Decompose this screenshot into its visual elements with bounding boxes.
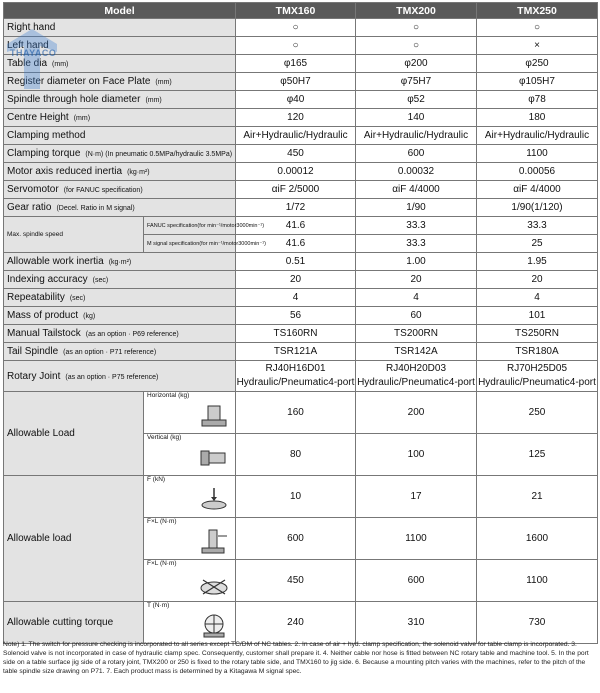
row-label: [4, 181, 236, 199]
watermark-text: THAYACO: [10, 48, 57, 58]
value-cell: 450: [236, 560, 356, 602]
value-cell: 1.00: [356, 253, 477, 271]
row-label-text: Register diameter on Face Plate: [7, 76, 151, 87]
row-label-text: Clamping torque: [7, 148, 81, 159]
value-cell: 0.00056: [477, 163, 598, 181]
value-cell: φ78: [477, 91, 598, 109]
row-label: [4, 91, 236, 109]
value-cell: 33.3: [356, 217, 477, 235]
row-label: [4, 73, 236, 91]
spec-row: [4, 307, 598, 325]
value-cell: 4: [356, 289, 477, 307]
axial-force-icon: [199, 488, 229, 512]
value-cell: 1.95: [477, 253, 598, 271]
spec-row: [4, 145, 598, 163]
value-cell: 20: [477, 271, 598, 289]
row-label: [4, 199, 236, 217]
row-label: [4, 325, 236, 343]
spec-row: [4, 163, 598, 181]
row-unit: (Decel. Ratio in M signal): [56, 205, 135, 212]
row-label: [4, 127, 236, 145]
value-cell: 21: [477, 476, 598, 518]
row-label-text: Right hand: [7, 22, 56, 33]
row-label-text: Spindle through hole diameter: [7, 94, 141, 105]
row-unit: (as an option · P71 reference): [63, 349, 157, 356]
value-cell: 1100: [356, 518, 477, 560]
load-sub-label: Vertical: [147, 434, 169, 441]
value-cell: TS250RN: [477, 325, 598, 343]
row-label-text: Motor axis reduced inertia: [7, 166, 123, 177]
value-cell: αiF 4/4000: [356, 181, 477, 199]
value-cell: 33.3: [356, 235, 477, 253]
footnote: Note) 1. The switch for pressure checking is incorporated to all series except TC/DM of NC tables. 2. In case of air + hyd. clamp specification, the solenoid valve for table clamp is incorporated. 3. Solenoid valve is not incorporated in case of hydraulic clamp spec. Consequently, customer shall prepare it. 4. Neither cable nor hose is fitted between NC rotary table and machine tool. 5. In the port side on a table surface jig side of a rotary joint, TMX200 or 250 is fixed to the rotary table side, and TMX160 to jig side. 6. Because a mounting pitch varies with the machines, refer to the pitch of the table spindle size drawing on P71. 7. Each product mass is determined by a Kitagawa M signal spec.: [3, 641, 589, 675]
value-cell: 200: [356, 392, 477, 434]
load-row: [4, 392, 598, 434]
value-cell: 250: [477, 392, 598, 434]
row-unit: (as an option · P75 reference): [65, 373, 159, 381]
value-cell: TSR121A: [236, 343, 356, 361]
model-col-1: TMX160: [236, 3, 356, 19]
row-label: [4, 145, 236, 163]
row-label-text: Servomotor: [7, 184, 59, 195]
max-speed-sub-label: FANUC specification(for min⁻¹/motor3000min⁻¹): [144, 217, 236, 235]
value-cell: αiF 4/4000: [477, 181, 598, 199]
cutting-row: [4, 602, 598, 644]
header-row: [4, 3, 598, 19]
value-cell: TS160RN: [236, 325, 356, 343]
model-col-3: TMX250: [477, 3, 598, 19]
value-cell: 33.3: [477, 217, 598, 235]
load-row: [4, 476, 598, 518]
rotary-joint-code: RJ40H20D03: [385, 363, 447, 374]
max-speed-sub-label: M signal specification(for min⁻¹/motor3000min⁻¹): [144, 235, 236, 253]
value-cell: ○: [356, 19, 477, 37]
value-cell: 80: [236, 434, 356, 476]
value-cell: ○: [236, 37, 356, 55]
load-sub-label: Horizontal: [147, 392, 177, 399]
value-cell: 0.51: [236, 253, 356, 271]
load-sub-unit: (kN): [152, 476, 166, 483]
value-cell: TSR142A: [356, 343, 477, 361]
value-cell: 4: [477, 289, 598, 307]
spec-row: [4, 289, 598, 307]
value-cell: 450: [236, 145, 356, 163]
row-label: [4, 271, 236, 289]
value-cell: 1/72: [236, 199, 356, 217]
value-cell: Air+Hydraulic/Hydraulic: [236, 127, 356, 145]
load-sub-unit: (N·m): [159, 560, 177, 567]
spec-table: [3, 2, 598, 644]
row-label-text: Left hand: [7, 40, 49, 51]
value-cell: 1/90: [356, 199, 477, 217]
row-label-text: Repeatability: [7, 292, 65, 303]
row-label-text: Table dia: [7, 58, 48, 69]
load-sub-cell: [144, 518, 236, 560]
value-cell: 41.6: [236, 235, 356, 253]
value-cell: 160: [236, 392, 356, 434]
model-header: Model: [4, 3, 236, 19]
spec-row: [4, 37, 598, 55]
row-label: [4, 19, 236, 37]
load-sub-label: F: [147, 476, 151, 483]
value-cell: Air+Hydraulic/Hydraulic: [356, 127, 477, 145]
row-unit: (as an option · P69 reference): [85, 331, 179, 338]
spec-row: [4, 127, 598, 145]
row-label-text: Rotary Joint: [7, 370, 61, 382]
value-cell: 0.00032: [356, 163, 477, 181]
row-label-text: Tail Spindle: [7, 346, 59, 357]
spec-row: [4, 253, 598, 271]
rotary-joint-type: Hydraulic/Pneumatic4-port: [478, 377, 596, 388]
value-cell: 730: [477, 602, 598, 644]
value-cell: 600: [356, 560, 477, 602]
value-cell: 120: [236, 109, 356, 127]
value-cell: φ165: [236, 55, 356, 73]
row-unit: (mm): [73, 115, 91, 122]
value-cell: ○: [236, 19, 356, 37]
value-cell: φ250: [477, 55, 598, 73]
value-cell: 101: [477, 307, 598, 325]
load-sub-unit: (N·m): [159, 518, 177, 525]
value-cell: φ40: [236, 91, 356, 109]
vertical-load-icon: [199, 446, 229, 470]
load-sub-unit: (kg): [178, 392, 190, 399]
value-cell: 1/90(1/120): [477, 199, 598, 217]
row-unit: (mm): [52, 61, 69, 68]
rotary-joint-code: RJ40H16D01: [265, 363, 326, 374]
row-unit: (for FANUC specification): [63, 187, 143, 194]
moment-tilted-icon: [199, 572, 229, 596]
value-cell: 56: [236, 307, 356, 325]
max-speed-label: Max. spindle speed: [4, 217, 144, 253]
spec-row: [4, 55, 598, 73]
value-cell: ○: [477, 19, 598, 37]
value-cell: 4: [236, 289, 356, 307]
value-cell: 41.6: [236, 217, 356, 235]
row-unit: (mm): [145, 97, 162, 104]
row-label: [4, 253, 236, 271]
spec-row: [4, 73, 598, 91]
row-label-text: Mass of product: [7, 310, 79, 321]
spec-row: [4, 199, 598, 217]
row-unit: (mm): [155, 79, 172, 86]
row-unit: (sec): [92, 277, 109, 284]
rotary-joint-cell: [356, 361, 477, 392]
model-col-2: TMX200: [356, 3, 477, 19]
spec-row: [4, 109, 598, 127]
spec-row: [4, 343, 598, 361]
row-label-text: Clamping method: [7, 130, 86, 141]
cutting-label: Allowable cutting torque: [4, 602, 144, 644]
rotary-joint-type: Hydraulic/Pneumatic4-port: [236, 377, 355, 388]
spec-row: [4, 325, 598, 343]
value-cell: 25: [477, 235, 598, 253]
row-label: [4, 163, 236, 181]
row-label: [4, 361, 236, 392]
horizontal-load-icon: [199, 404, 229, 428]
load-sub-cell: [144, 434, 236, 476]
value-cell: 600: [356, 145, 477, 163]
cutting-torque-icon: [199, 614, 229, 638]
value-cell: Air+Hydraulic/Hydraulic: [477, 127, 598, 145]
cutting-sub-label: T: [147, 602, 151, 609]
load-sub-label: F×L: [147, 518, 159, 525]
load-group-label: Allowable load: [4, 476, 144, 602]
spec-row: [4, 91, 598, 109]
rotary-joint-type: Hydraulic/Pneumatic4-port: [357, 377, 475, 388]
row-label-text: Centre Height: [7, 112, 69, 123]
spec-row: [4, 19, 598, 37]
row-label-text: Indexing accuracy: [7, 274, 88, 285]
value-cell: 100: [356, 434, 477, 476]
rotary-joint-code: RJ70H25D05: [506, 363, 568, 374]
load-sub-cell: [144, 392, 236, 434]
moment-vertical-icon: [199, 530, 229, 554]
value-cell: φ200: [356, 55, 477, 73]
value-cell: φ75H7: [356, 73, 477, 91]
value-cell: 125: [477, 434, 598, 476]
value-cell: 240: [236, 602, 356, 644]
value-cell: 1100: [477, 145, 598, 163]
value-cell: 0.00012: [236, 163, 356, 181]
row-label-text: Allowable work inertia: [7, 256, 104, 267]
rotary-joint-cell: [477, 361, 598, 392]
value-cell: ×: [477, 37, 598, 55]
value-cell: 17: [356, 476, 477, 518]
value-cell: 600: [236, 518, 356, 560]
value-cell: φ50H7: [236, 73, 356, 91]
value-cell: 10: [236, 476, 356, 518]
load-sub-cell: [144, 476, 236, 518]
row-label: [4, 289, 236, 307]
row-label: [4, 307, 236, 325]
row-unit: (kg·m²): [127, 169, 150, 176]
cutting-sub-cell: [144, 602, 236, 644]
row-label: [4, 109, 236, 127]
row-label: [4, 343, 236, 361]
cutting-sub-unit: (N·m): [152, 602, 170, 609]
value-cell: αiF 2/5000: [236, 181, 356, 199]
row-label-text: Gear ratio: [7, 202, 52, 213]
rotary-joint-cell: [236, 361, 356, 392]
value-cell: TS200RN: [356, 325, 477, 343]
spec-row: [4, 181, 598, 199]
value-cell: 60: [356, 307, 477, 325]
row-unit: (kg): [83, 313, 96, 320]
value-cell: 20: [236, 271, 356, 289]
row-unit: (kg·m²): [108, 259, 132, 266]
load-sub-unit: (kg): [170, 434, 182, 441]
value-cell: 140: [356, 109, 477, 127]
load-sub-cell: [144, 560, 236, 602]
value-cell: TSR180A: [477, 343, 598, 361]
value-cell: 1600: [477, 518, 598, 560]
value-cell: φ105H7: [477, 73, 598, 91]
value-cell: 180: [477, 109, 598, 127]
row-label-text: Manual Tailstock: [7, 328, 81, 339]
load-sub-label: F×L: [147, 560, 159, 567]
value-cell: 310: [356, 602, 477, 644]
spec-row: [4, 271, 598, 289]
value-cell: 20: [356, 271, 477, 289]
value-cell: φ52: [356, 91, 477, 109]
value-cell: ○: [356, 37, 477, 55]
spec-row-max-speed: [4, 217, 598, 235]
spec-row-rotary-joint: [4, 361, 598, 392]
row-unit: (N·m) (In pneumatic 0.5MPa/hydraulic 3.5MPa): [85, 151, 233, 158]
value-cell: 1100: [477, 560, 598, 602]
load-group-label: Allowable Load: [4, 392, 144, 476]
row-unit: (sec): [69, 295, 86, 302]
